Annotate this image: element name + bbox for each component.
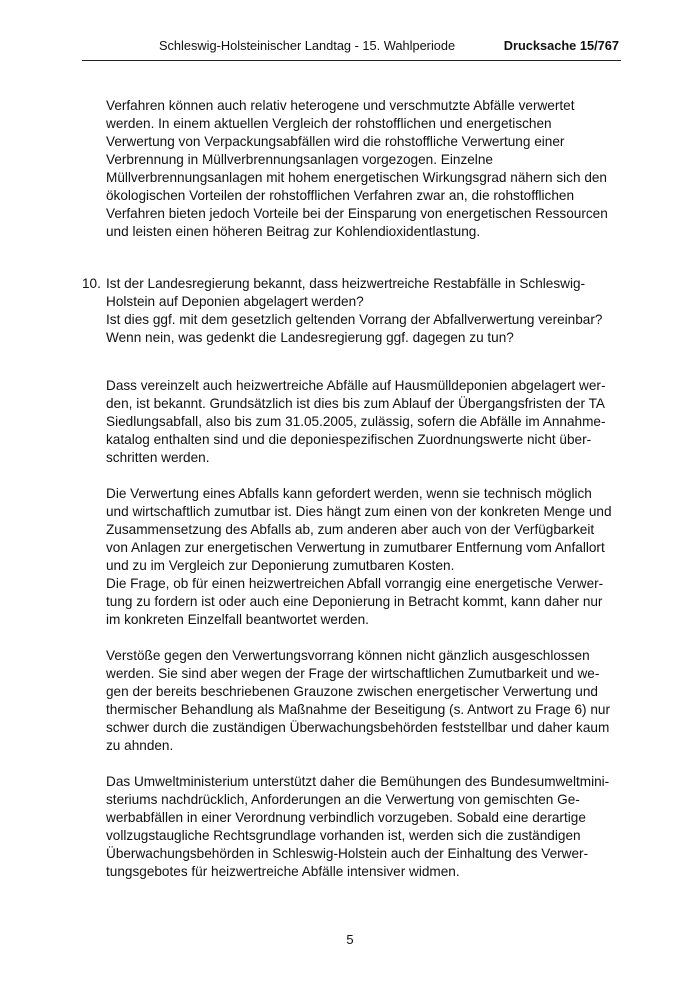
text-line: schwer durch die zuständigen Überwachungsbehörden feststellbar und daher kaum	[106, 720, 610, 735]
text-line: Verstöße gegen den Verwertungsvorrang können nicht gänzlich ausgeschlossen	[106, 648, 590, 663]
text-line: steriums nachdrücklich, Anforderungen an die Verwertung von gemischten Ge-	[106, 792, 580, 807]
text-line: schritten werden.	[106, 450, 210, 465]
text-line: werbabfällen in einer Verordnung verbindlich vorzugeben. Sobald eine derartige	[106, 810, 586, 825]
text-line: Verfahren bieten jedoch Vorteile bei der Einsparung von energetischen Ressourcen	[106, 206, 608, 221]
answer-paragraph-2	[106, 485, 621, 629]
question-line: Ist der Landesregierung bekannt, dass heizwertreiche Restabfälle in Schleswig-	[106, 276, 586, 291]
header-divider	[82, 60, 621, 61]
text-line: gen der bereits beschriebenen Grauzone zwischen energetischer Verwertung und	[106, 684, 598, 699]
answer-paragraph-1	[106, 377, 621, 467]
answer-paragraph-4	[106, 773, 621, 881]
page-header	[0, 38, 700, 54]
text-line: katalog enthalten sind und die deponiespezifischen Zuordnungswerte nicht über-	[106, 432, 592, 447]
text-line: werden. In einem aktuellen Vergleich der rohstofflichen und energetischen	[106, 116, 552, 131]
page-number: 5	[346, 932, 354, 947]
text-line: Das Umweltministerium unterstützt daher die Bemühungen des Bundesumweltmini-	[106, 774, 610, 789]
text-line: Verwertung von Verpackungsabfällen wird die rohstoffliche Verwertung einer	[106, 134, 565, 149]
question-line: Ist dies ggf. mit dem gesetzlich geltenden Vorrang der Abfallverwertung vereinbar?	[106, 312, 603, 327]
text-line: vollzugstaugliche Rechtsgrundlage vorhanden ist, werden sich die zuständigen	[106, 828, 581, 843]
text-line: und leisten einen höheren Beitrag zur Kohlendioxidentlastung.	[106, 224, 481, 239]
text-line: tungsgebotes für heizwertreiche Abfälle intensiver widmen.	[106, 864, 460, 879]
question-line: Wenn nein, was gedenkt die Landesregierung ggf. dagegen zu tun?	[106, 330, 514, 345]
text-line: Zusammensetzung des Abfalls ab, zum anderen aber auch von der Verfügbarkeit	[106, 522, 595, 537]
text-line: Verbrennung in Müllverbrennungsanlagen vorgezogen. Einzelne	[106, 152, 493, 167]
text-line: Dass vereinzelt auch heizwertreiche Abfälle auf Hausmülldeponien abgelagert wer-	[106, 378, 606, 393]
text-line: ökologischen Vorteilen der rohstofflichen Verfahren zwar an, die rohstofflichen	[106, 188, 575, 203]
text-line: Überwachungsbehörden in Schleswig-Holstein auch der Einhaltung des Verwer-	[106, 846, 589, 861]
text-line: den, ist bekannt. Grundsätzlich ist dies bis zum Ablauf der Übergangsfristen der TA	[106, 396, 605, 411]
text-line: Die Frage, ob für einen heizwertreichen Abfall vorrangig eine energetische Verwer-	[106, 576, 604, 591]
text-line: von Anlagen zur energetischen Verwertung in zumutbarer Entfernung vom Anfallort	[106, 540, 605, 555]
question-line: Holstein auf Deponien abgelagert werden?	[106, 294, 364, 309]
text-line: zu ahnden.	[106, 738, 174, 753]
text-line: Müllverbrennungsanlagen mit hohem energetischen Wirkungsgrad nähern sich den	[106, 170, 607, 185]
question-number: 10.	[82, 276, 101, 291]
text-line: und wirtschaftlich zumutbar ist. Dies hängt zum einen von der konkreten Menge und	[106, 504, 612, 519]
intro-paragraph	[106, 97, 621, 241]
document-body	[82, 97, 621, 881]
question-10	[82, 275, 621, 347]
text-line: Die Verwertung eines Abfalls kann gefordert werden, wenn sie technisch möglich	[106, 486, 592, 501]
text-line: im konkreten Einzelfall beantwortet werden.	[106, 612, 369, 627]
text-line: werden. Sie sind aber wegen der Frage der wirtschaftlichen Zumutbarkeit und we-	[106, 666, 600, 681]
answer-paragraph-3	[106, 647, 621, 755]
header-doc-number: Drucksache 15/767	[503, 38, 619, 53]
text-line: thermischer Behandlung als Maßnahme der Beseitigung (s. Antwort zu Frage 6) nur	[106, 702, 610, 717]
text-line: Verfahren können auch relativ heterogene und verschmutzte Abfälle verwertet	[106, 98, 575, 113]
text-line: tung zu fordern ist oder auch eine Deponierung in Betracht kommt, kann daher nur	[106, 594, 603, 609]
header-title: Schleswig-Holsteinischer Landtag - 15. Wahlperiode	[159, 38, 456, 53]
text-line: Siedlungsabfall, also bis zum 31.05.2005, zulässig, sofern die Abfälle im Annahme-	[106, 414, 606, 429]
text-line: und zu im Vergleich zur Deponierung zumutbaren Kosten.	[106, 558, 455, 573]
